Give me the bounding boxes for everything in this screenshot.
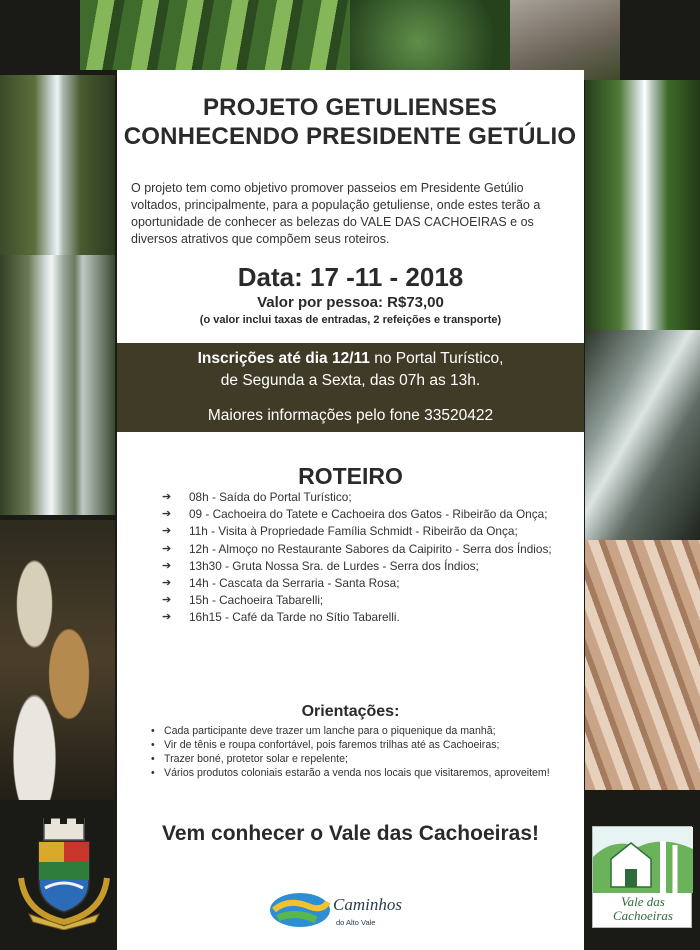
forest-photo — [350, 0, 520, 70]
bullet-icon: • — [151, 725, 155, 737]
roteiro-item-text: 08h - Saída do Portal Turístico; — [189, 490, 352, 504]
colonial-food-photo — [0, 520, 115, 800]
arrow-right-icon: ➔ — [162, 611, 172, 624]
municipal-coat-of-arms-logo — [15, 818, 113, 930]
roteiro-item-text: 09 - Cachoeira do Tatete e Cachoeira dos Gatos - Ribeirão da Onça; — [189, 507, 548, 522]
vale-das-cachoeiras-logo — [592, 826, 692, 928]
bullet-icon: • — [151, 739, 155, 751]
bullet-icon: • — [151, 753, 155, 765]
orientacoes-item — [150, 766, 578, 780]
arrow-right-icon: ➔ — [162, 525, 172, 538]
orientacoes-item — [150, 724, 578, 738]
roteiro-item-text: 16h15 - Café da Tarde no Sítio Tabarelli. — [189, 610, 400, 625]
caminhos-logo-title: Caminhos — [333, 895, 402, 914]
roteiro-item-text: 12h - Almoço no Restaurante Sabores da Caipirito - Serra dos Índios; — [189, 541, 552, 556]
waterfall-photo — [0, 255, 115, 515]
park-path-photo — [510, 0, 620, 80]
orientacoes-list — [150, 724, 578, 780]
slogan: Vem conhecer o Vale das Cachoeiras! — [161, 822, 539, 845]
roteiro-item — [162, 592, 552, 609]
waterfall-rock-photo — [585, 330, 700, 540]
vale-logo-line-2: Cachoeiras — [613, 908, 673, 923]
roteiro-item — [162, 558, 552, 575]
roteiro-title: ROTEIRO — [298, 463, 403, 489]
orientacoes-item — [150, 738, 578, 752]
title-line-1: PROJETO GETULIENSES — [202, 94, 498, 121]
orientacoes-item-text: Vários produtos coloniais estarão a venda nos locais que visitaremos, aproveitem! — [164, 767, 550, 779]
event-price: Valor por pessoa: R$73,00 — [257, 294, 444, 311]
price-note: (o valor inclui taxas de entradas, 2 refeições e transporte) — [199, 314, 502, 326]
caminhos-logo-subtitle: do Alto Vale — [336, 918, 376, 927]
roteiro-item-text: 15h - Cachoeira Tabarelli; — [189, 593, 324, 608]
roteiro-item-text: 11h - Visita à Propriedade Família Schmidt - Ribeirão da Onça; — [189, 524, 518, 539]
registration-hours: de Segunda a Sexta, das 07h as 13h. — [220, 372, 481, 389]
roteiro-item — [162, 609, 552, 626]
roteiro-item — [162, 575, 552, 592]
roteiro-item-text: 14h - Cascata da Serraria - Santa Rosa; — [189, 576, 400, 591]
arrow-right-icon: ➔ — [162, 594, 172, 607]
flyer-title — [0, 93, 700, 151]
orientacoes-item-text: Trazer boné, protetor solar e repelente; — [164, 753, 348, 765]
registration-deadline: Inscrições até dia 12/11 — [197, 350, 370, 367]
orientacoes-item-text: Cada participante deve trazer um lanche para o piquenique da manhã; — [164, 725, 496, 737]
orientacoes-item — [150, 752, 578, 766]
contact-phone: Maiores informações pelo fone 33520422 — [207, 407, 494, 424]
roteiro-list — [162, 489, 552, 627]
arrow-right-icon: ➔ — [162, 491, 172, 503]
intro-paragraph: O projeto tem como objetivo promover passeios em Presidente Getúlio voltados, principalmente, para a população getuliense, onde estes terão a oportunidade de conhecer as belezas do VALE DAS CACHOEIRAS e os diversos atrativos que compõem seus roteiros. — [131, 181, 541, 246]
garden-photo — [80, 0, 350, 70]
registration-place: no Portal Turístico, — [369, 350, 504, 367]
arrow-right-icon: ➔ — [162, 508, 172, 521]
arrow-right-icon: ➔ — [162, 542, 172, 555]
event-date: Data: 17 -11 - 2018 — [237, 262, 464, 292]
roteiro-item — [162, 541, 552, 558]
roteiro-item — [162, 523, 552, 540]
vale-logo-line-1: Vale das — [621, 894, 665, 909]
bullet-icon: • — [151, 767, 155, 779]
registration-line-1 — [117, 350, 584, 368]
arrow-right-icon: ➔ — [162, 577, 172, 590]
title-line-2: CONHECENDO PRESIDENTE GETÚLIO — [123, 123, 577, 150]
cookies-photo — [585, 540, 700, 790]
orientacoes-title: Orientações: — [301, 703, 400, 720]
roteiro-item — [162, 489, 552, 506]
orientacoes-item-text: Vir de tênis e roupa confortável, pois faremos trilhas até as Cachoeiras; — [164, 739, 500, 751]
waterfall-house-icon — [593, 827, 693, 893]
roteiro-item — [162, 506, 552, 523]
registration-band — [117, 343, 584, 432]
arrow-right-icon: ➔ — [162, 559, 172, 572]
roteiro-item-text: 13h30 - Gruta Nossa Sra. de Lurdes - Serra dos Índios; — [189, 558, 479, 573]
